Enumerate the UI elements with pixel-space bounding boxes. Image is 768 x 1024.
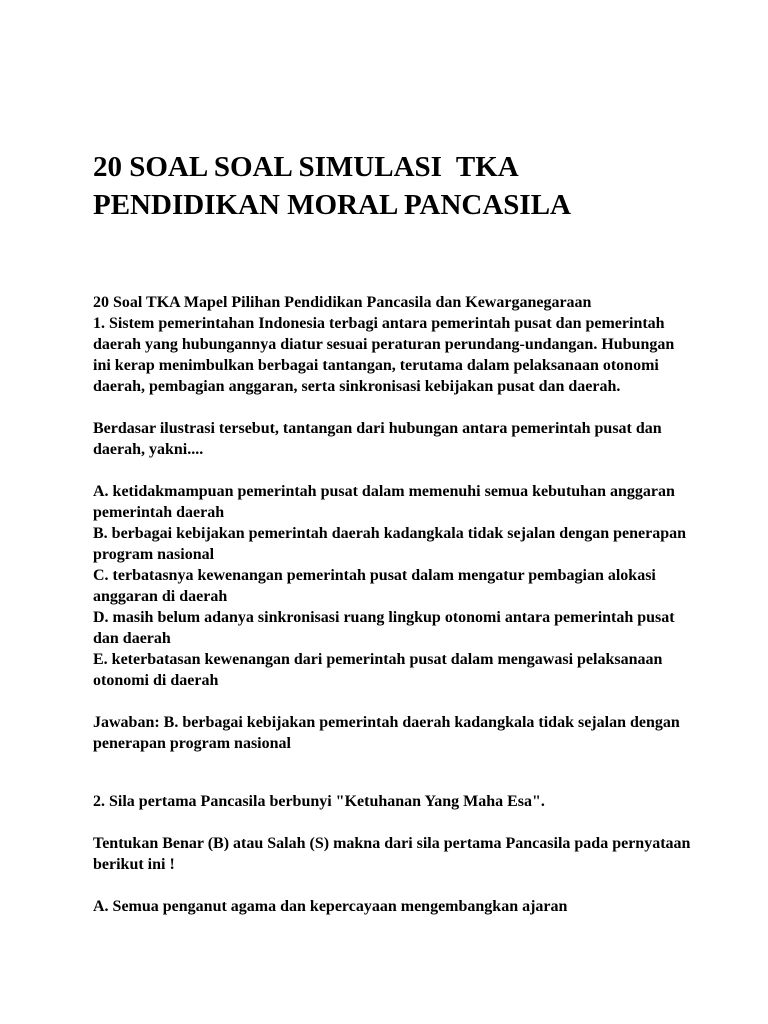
title-line-1: 20 SOAL SOAL SIMULASI TKA bbox=[93, 151, 519, 183]
question-2-prompt: Tentukan Benar (B) atau Salah (S) makna dari sila pertama Pancasila pada pernyataan berikut ini ! bbox=[93, 835, 691, 873]
question-1-answer: Jawaban: B. berbagai kebijakan pemerintah daerah kadangkala tidak sejalan dengan penerapan program nasional bbox=[93, 714, 680, 752]
question-2-text: 2. Sila pertama Pancasila berbunyi "Ketuhanan Yang Maha Esa". bbox=[93, 793, 545, 810]
question-1-option-c: C. terbatasnya kewenangan pemerintah pusat dalam mengatur pembagian alokasi anggaran di daerah bbox=[93, 567, 656, 605]
question-1-prompt: Berdasar ilustrasi tersebut, tantangan dari hubungan antara pemerintah pusat dan daerah, yakni.... bbox=[93, 420, 662, 458]
document-body bbox=[93, 292, 693, 917]
question-1-option-e: E. keterbatasan kewenangan dari pemerintah pusat dalam mengawasi pelaksanaan otonomi di daerah bbox=[93, 651, 663, 689]
question-1-option-a: A. ketidakmampuan pemerintah pusat dalam memenuhi semua kebutuhan anggaran pemerintah daerah bbox=[93, 483, 675, 521]
document-page bbox=[93, 148, 693, 917]
question-2-option-a: A. Semua penganut agama dan kepercayaan mengembangkan ajaran bbox=[93, 898, 568, 915]
title-line-2: PENDIDIKAN MORAL PANCASILA bbox=[93, 189, 571, 221]
question-1-text: 1. Sistem pemerintahan Indonesia terbagi antara pemerintah pusat dan pemerintah daerah yang hubungannya diatur sesuai peraturan perundang-undangan. Hubungan ini kerap menimbulkan berbagai tantangan, terutama dalam pelaksanaan otonomi daerah, pembagian anggaran, serta sinkronisasi kebijakan pusat dan daerah. bbox=[93, 315, 675, 395]
document-subtitle: 20 Soal TKA Mapel Pilihan Pendidikan Pancasila dan Kewarganegaraan bbox=[93, 294, 592, 311]
document-title bbox=[93, 148, 693, 224]
question-1-option-b: B. berbagai kebijakan pemerintah daerah kadangkala tidak sejalan dengan penerapan program nasional bbox=[93, 525, 686, 563]
question-1-option-d: D. masih belum adanya sinkronisasi ruang lingkup otonomi antara pemerintah pusat dan daerah bbox=[93, 609, 675, 647]
